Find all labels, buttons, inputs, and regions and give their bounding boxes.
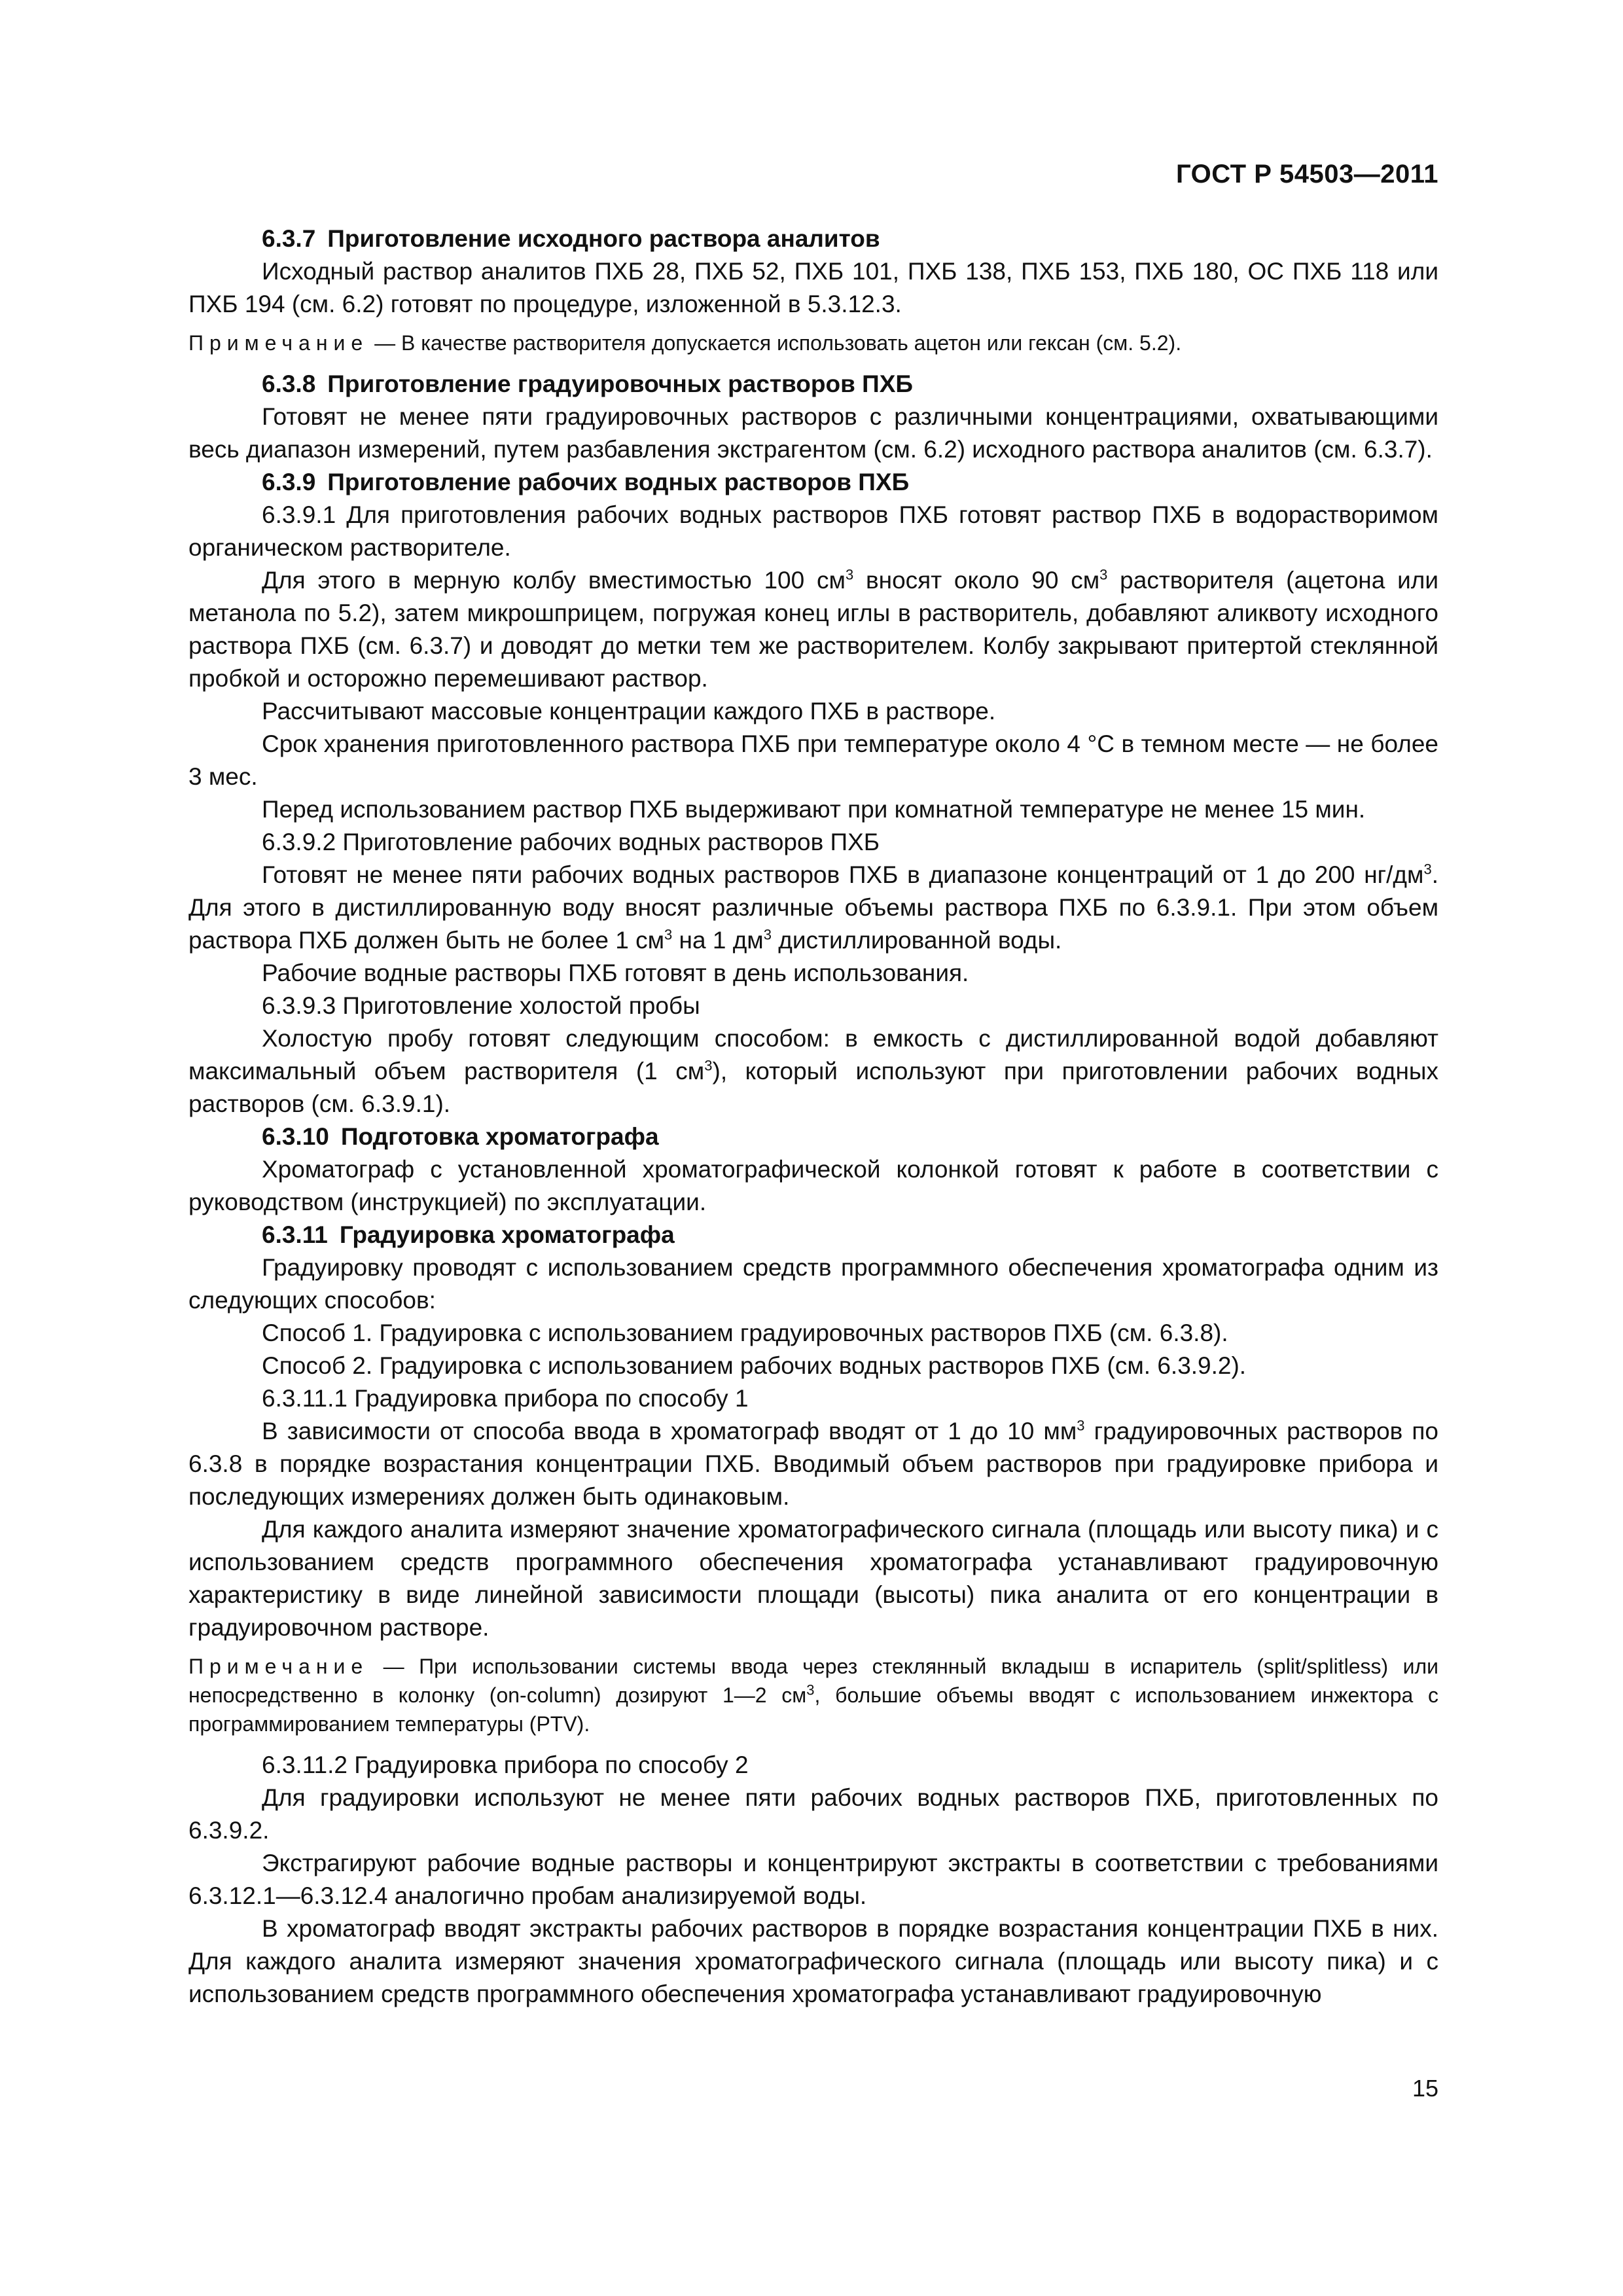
- superscript: 3: [845, 566, 854, 583]
- text-run: Холостую пробу готовят следующим способом: в емкость с дистиллированной водой добавляют максимальный объем растворителя (1 см: [188, 1025, 1438, 1085]
- text-run: вносят около 90 см: [853, 567, 1100, 594]
- superscript: 3: [1077, 1417, 1085, 1434]
- text-run: градуировочных растворов по 6.3.8 в порядке возрастания концентрации ПХБ. Вводимый объем растворов при градуировке прибора и последующих измерениях должен быть одинаковым.: [188, 1418, 1439, 1510]
- note-text: — При использовании системы ввода через стеклянный вкладыш в испаритель (split/splitless) или непосредственно в колонку (on-column) дозируют 1—2 см: [188, 1655, 1438, 1707]
- paragraph: Хроматограф с установленной хроматографической колонкой готовят к работе в соответствии с руководством (инструкцией) по эксплуатации.: [188, 1156, 1438, 1215]
- section-number: 6.3.8: [262, 370, 316, 397]
- section-heading-6-3-10: [188, 1121, 1438, 1153]
- note-label: Примечание: [188, 331, 369, 355]
- subsection-heading: 6.3.9.3 Приготовление холостой пробы: [262, 992, 700, 1019]
- paragraph: Перед использованием раствор ПХБ выдерживают при комнатной температуре не менее 15 мин.: [262, 796, 1366, 823]
- section-heading-6-3-8: [188, 368, 1438, 401]
- text-run: . Для этого в дистиллированную воду вносят различные объемы раствора ПХБ по 6.3.9.1. При этом объем раствора ПХБ должен быть не более 1 см: [188, 861, 1438, 954]
- subsection-heading: 6.3.11.1 Градуировка прибора по способу 1: [262, 1385, 749, 1412]
- subsection-heading: 6.3.11.2 Градуировка прибора по способу 2: [262, 1751, 749, 1778]
- section-title: Приготовление градуировочных растворов ПХБ: [327, 370, 913, 397]
- text-run: дистиллированной воды.: [772, 927, 1062, 954]
- paragraph: [188, 1415, 1438, 1513]
- paragraph: Рабочие водные растворы ПХБ готовят в день использования.: [262, 960, 969, 986]
- paragraph: Исходный раствор аналитов ПХБ 28, ПХБ 52, ПХБ 101, ПХБ 138, ПХБ 153, ПХБ 180, ОС ПХБ 118 или ПХБ 194 (см. 6.2) готовят по процедуре, изложенной в 5.3.12.3.: [188, 258, 1438, 317]
- note: [188, 329, 1438, 357]
- note: [188, 1652, 1438, 1738]
- paragraph: Способ 1. Градуировка с использованием градуировочных растворов ПХБ (см. 6.3.8).: [262, 1319, 1228, 1346]
- text-run: В зависимости от способа ввода в хроматограф вводят от 1 до 10 мм: [262, 1418, 1077, 1444]
- paragraph: 6.3.9.1 Для приготовления рабочих водных растворов ПХБ готовят раствор ПХБ в водорастворимом органическом растворителе.: [188, 501, 1438, 561]
- paragraph: Рассчитывают массовые концентрации каждого ПХБ в растворе.: [262, 698, 996, 725]
- section-number: 6.3.9: [262, 469, 316, 495]
- paragraph: Для градуировки используют не менее пяти рабочих водных растворов ПХБ, приготовленных по 6.3.9.2.: [188, 1784, 1438, 1844]
- section-title: Приготовление рабочих водных растворов ПХБ: [327, 469, 910, 495]
- paragraph: Готовят не менее пяти градуировочных растворов с различными концентрациями, охватывающими весь диапазон измерений, путем разбавления экстрагентом (см. 6.2) исходного раствора аналитов (см. 6.3.7).: [188, 403, 1438, 463]
- section-heading-6-3-7: [188, 223, 1438, 255]
- paragraph: В хроматограф вводят экстракты рабочих растворов в порядке возрастания концентрации ПХБ в них. Для каждого аналита измеряют значения хроматографического сигнала (площадь или высоту пика) и с использованием средств программного обеспечения хроматографа устанавливают градуировочную: [188, 1915, 1438, 2007]
- page-number: 15: [1412, 2075, 1438, 2102]
- paragraph: [188, 859, 1438, 957]
- superscript: 3: [1423, 861, 1432, 878]
- document-body: [188, 223, 1438, 2011]
- superscript: 3: [763, 926, 772, 943]
- document-page: [188, 0, 1438, 2296]
- paragraph: [188, 564, 1438, 695]
- text-run: на 1 дм: [672, 927, 764, 954]
- paragraph: Экстрагируют рабочие водные растворы и концентрируют экстракты в соответствии с требованиями 6.3.12.1—6.3.12.4 аналогично пробам анализируемой воды.: [188, 1850, 1438, 1909]
- text-run: растворителя (ацетона или метанола по 5.2), затем микрошприцем, погружая конец иглы в растворитель, добавляют аликвоту исходного раствора ПХБ (см. 6.3.7) и доводят до метки тем же растворителем. Колбу закрывают притертой стеклянной пробкой и осторожно перемешивают раствор.: [188, 567, 1438, 692]
- section-number: 6.3.7: [262, 225, 316, 252]
- text-run: Для этого в мерную колбу вместимостью 100 см: [262, 567, 846, 594]
- section-title: Приготовление исходного раствора аналитов: [327, 225, 880, 252]
- paragraph: Срок хранения приготовленного раствора ПХБ при температуре около 4 °С в темном месте — не более 3 мес.: [188, 730, 1438, 790]
- section-number: 6.3.10: [262, 1123, 329, 1150]
- superscript: 3: [1099, 566, 1108, 583]
- note-text: , большие объемы вводят с использованием инжектора с программированием температуры (PTV).: [188, 1683, 1439, 1736]
- text-run: Готовят не менее пяти рабочих водных растворов ПХБ в диапазоне концентраций от 1 до 200 нг/дм: [262, 861, 1424, 888]
- section-title: Подготовка хроматографа: [340, 1123, 659, 1150]
- note-text: — В качестве растворителя допускается использовать ацетон или гексан (см. 5.2).: [368, 331, 1182, 355]
- subsection-heading: 6.3.9.2 Приготовление рабочих водных растворов ПХБ: [262, 829, 880, 855]
- text-run: ), который используют при приготовлении рабочих водных растворов (см. 6.3.9.1).: [188, 1058, 1439, 1117]
- section-number: 6.3.11: [262, 1221, 328, 1248]
- section-heading-6-3-11: [188, 1219, 1438, 1251]
- section-title: Градуировка хроматографа: [339, 1221, 675, 1248]
- superscript: 3: [664, 926, 673, 943]
- paragraph: Способ 2. Градуировка с использованием рабочих водных растворов ПХБ (см. 6.3.9.2).: [262, 1352, 1247, 1379]
- note-label: Примечание: [188, 1655, 369, 1678]
- document-id-header: ГОСТ Р 54503—2011: [1176, 160, 1438, 188]
- superscript: 3: [704, 1057, 713, 1074]
- paragraph: Для каждого аналита измеряют значение хроматографического сигнала (площадь или высоту пика) и с использованием средств программного обеспечения хроматографа устанавливают градуировочную характеристику в виде линейной зависимости площади (высоты) пика аналита от его концентрации в градуировочном растворе.: [188, 1516, 1438, 1641]
- paragraph: Градуировку проводят с использованием средств программного обеспечения хроматографа одним из следующих способов:: [188, 1254, 1438, 1314]
- section-heading-6-3-9: [188, 466, 1438, 499]
- superscript: 3: [806, 1681, 815, 1698]
- paragraph: [188, 1022, 1438, 1121]
